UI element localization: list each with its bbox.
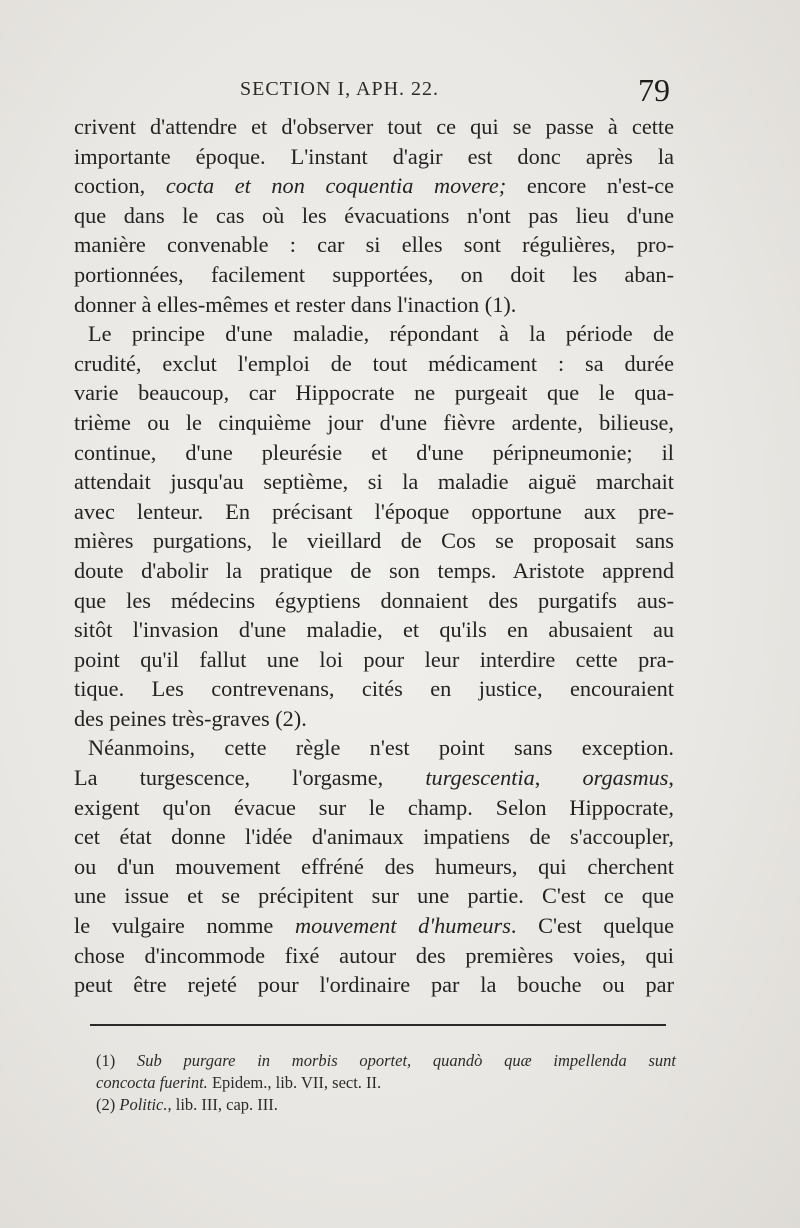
text-line: Le principe d'une maladie, répondant à la période de xyxy=(88,321,674,347)
text-line: portionnées, facilement supportées, on doit les aban- xyxy=(74,261,674,287)
text-line: mières purgations, le vieillard de Cos se proposait sans xyxy=(74,528,674,554)
text-line: varie beaucoup, car Hippocrate ne purgeait que le qua- xyxy=(74,380,674,406)
text-line: des peines très-graves (2). xyxy=(74,705,307,731)
text-line: ou d'un mouvement effréné des humeurs, qui cherchent xyxy=(74,853,674,879)
text-line: avec lenteur. En précisant l'époque opportune aux pre- xyxy=(74,498,674,524)
text-line: La turgescence, l'orgasme, turgescentia, orgasmus, xyxy=(74,765,674,791)
text-line: une issue et se précipitent sur une partie. C'est ce que xyxy=(74,883,674,909)
page-number: 79 xyxy=(638,72,670,108)
text-line: cet état donne l'idée d'animaux impatiens de s'accoupler, xyxy=(74,824,674,850)
text-line: doute d'abolir la pratique de son temps. Aristote apprend xyxy=(74,557,674,583)
footnote-1: (1) Sub purgare in morbis oportet, quandò quæ impellenda sunt xyxy=(96,1051,676,1070)
latin-term: orgasmus xyxy=(582,765,669,791)
text-line: point qu'il fallut une loi pour leur interdire cette pra- xyxy=(74,646,674,672)
text-line: exigent qu'on évacue sur le champ. Selon Hippocrate, xyxy=(74,794,674,820)
text-line: crudité, exclut l'emploi de tout médicament : sa durée xyxy=(74,350,674,376)
text-line: manière convenable : car si elles sont régulières, pro- xyxy=(74,232,674,258)
text-line: attendait jusqu'au septième, si la maladie aiguë marchait xyxy=(74,469,674,495)
text-line: continue, d'une pleurésie et d'une péripneumonie; il xyxy=(74,439,674,465)
text-line: coction, cocta et non coquentia movere; encore n'est-ce xyxy=(74,173,674,199)
body-text xyxy=(74,112,674,1000)
italic-phrase: mouvement d'humeurs xyxy=(294,913,511,939)
text-line: chose d'incommode fixé autour des premières voies, qui xyxy=(74,942,674,968)
footnote-rule xyxy=(90,1024,666,1026)
text-line: sitôt l'invasion d'une maladie, et qu'ils en abusaient au xyxy=(74,617,674,643)
footnote-2: (2) Politic., lib. III, cap. III. xyxy=(96,1095,278,1114)
page-header xyxy=(240,72,670,112)
text-line: que dans le cas où les évacuations n'ont pas lieu d'une xyxy=(74,202,674,228)
latin-term: turgescentia xyxy=(425,765,535,791)
text-line: tique. Les contrevenans, cités en justice, encouraient xyxy=(74,676,674,702)
footnote-1-continued: concocta fuerint. Epidem., lib. VII, sect. II. xyxy=(96,1073,382,1092)
footnotes xyxy=(96,1050,676,1116)
text-line: que les médecins égyptiens donnaient des purgatifs aus- xyxy=(74,587,674,613)
text-line: peut être rejeté pour l'ordinaire par la bouche ou par xyxy=(74,972,674,998)
latin-phrase: cocta et non coquentia movere; xyxy=(165,173,507,199)
text-line: le vulgaire nomme mouvement d'humeurs. C'est quelque xyxy=(74,913,675,939)
text-line: importante époque. L'instant d'agir est donc après la xyxy=(74,143,674,169)
text-line: trième ou le cinquième jour d'une fièvre ardente, bilieuse, xyxy=(74,409,674,435)
text-line: Néanmoins, cette règle n'est point sans exception. xyxy=(88,735,674,761)
running-head: SECTION I, APH. 22. xyxy=(240,78,440,100)
text-line: donner à elles-mêmes et rester dans l'inaction (1). xyxy=(74,291,517,317)
text-line: crivent d'attendre et d'observer tout ce qui se passe à cette xyxy=(74,114,674,139)
